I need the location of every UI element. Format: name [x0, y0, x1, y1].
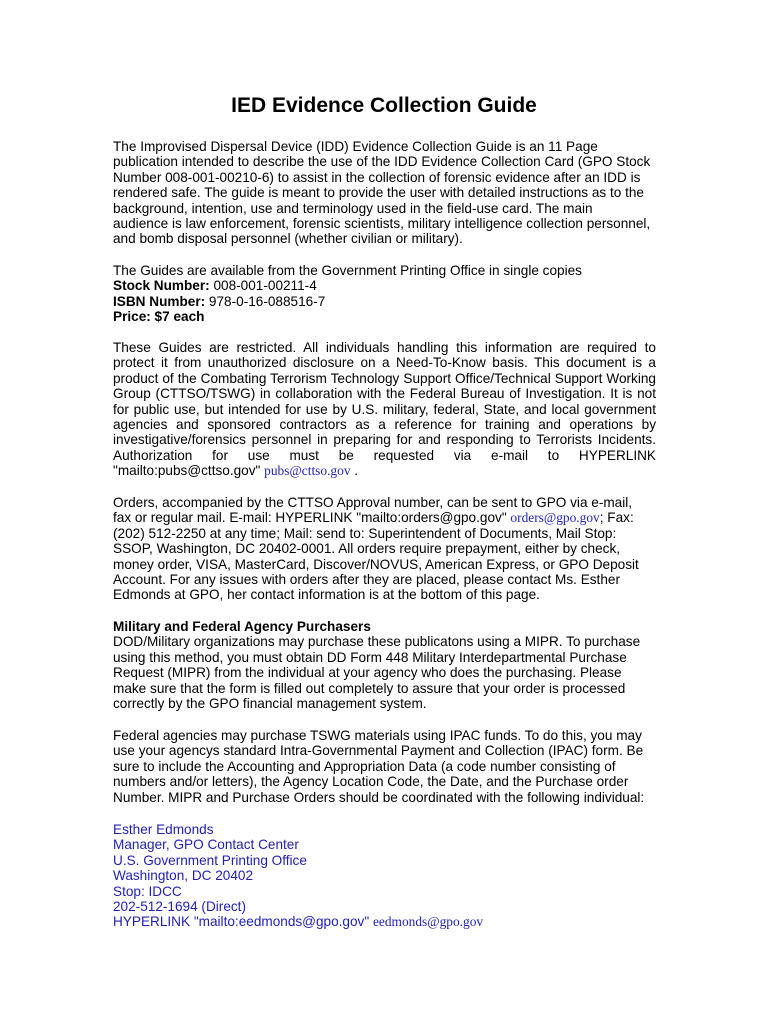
intro-line: audience is law enforcement, forensic scientists, military intelligence collection personnel,: [113, 216, 651, 232]
orders-email-link[interactable]: orders@gpo.gov: [510, 510, 600, 526]
orders-fax-label: ; Fax:: [599, 510, 634, 526]
federal-line: numbers and/or letters), the Agency Location Code, the Date, and the Purchase order: [113, 774, 629, 790]
orders-line: (202) 512-2250 at any time; Mail: send to: Superintendent of Documents, Mail Stop:: [113, 525, 617, 541]
orders-line: Edmonds at GPO, her contact information is at the bottom of this page.: [113, 587, 540, 603]
contact-name: Esther Edmonds: [113, 822, 214, 837]
military-section: [113, 619, 658, 711]
military-heading-text: Military and Federal Agency Purchasers: [113, 619, 371, 634]
contact-city: Washington, DC 20402: [113, 868, 254, 884]
orders-line: [113, 510, 658, 525]
intro-line: background, intention, use and terminology used in the field-use card. The main: [113, 200, 593, 216]
contact-email-line: [113, 914, 658, 929]
orders-paragraph: [113, 495, 658, 603]
federal-section: [113, 728, 658, 805]
intro-paragraph: [113, 139, 658, 247]
page-title: IED Evidence Collection Guide: [231, 94, 537, 117]
military-heading: [113, 619, 658, 634]
military-line: Request (MIPR) from the individual at your agency who does the purchasing. Please: [113, 665, 622, 681]
availability-line: The Guides are available from the Government Printing Office in single copies: [113, 263, 582, 278]
federal-line: use your agencys standard Intra-Governmental Payment and Collection (IPAC) form. Be: [113, 743, 644, 759]
contact-phone: 202-512-1694 (Direct): [113, 899, 246, 915]
stock-number-value: 008-001-00211-4: [209, 278, 317, 294]
orders-line: money order, VISA, MasterCard, Discover/NOVUS, American Express, or GPO Deposit: [113, 556, 639, 572]
contact-org: U.S. Government Printing Office: [113, 852, 307, 868]
isbn-number-line: [113, 294, 658, 309]
orders-email-prefix: fax or regular mail. E-mail: HYPERLINK "mailto:orders@gpo.gov": [113, 510, 511, 526]
isbn-number-value: 978-0-16-088516-7: [205, 293, 326, 309]
restricted-paragraph: [113, 340, 656, 479]
price-line: [113, 309, 658, 324]
stock-number-line: [113, 278, 658, 293]
intro-line: publication intended to describe the use of the IDD Evidence Collection Card (GPO Stock: [113, 154, 651, 170]
military-line: make sure that the form is filled out completely to assure that your order is processed: [113, 680, 626, 696]
contact-block: [113, 822, 658, 930]
federal-line: Federal agencies may purchase TSWG materials using IPAC funds. To do this, you may: [113, 728, 642, 743]
stock-number-label: Stock Number:: [113, 278, 210, 294]
intro-line: and bomb disposal personnel (whether civilian or military).: [113, 231, 463, 247]
price-label: Price: $7 each: [113, 309, 205, 325]
restricted-text: These Guides are restricted. All individuals handling this information are required to protect it from unauthorized disclosure on a Need-To-Know basis. This document is a product of the Combating Terrorism Technology Support Office/Technical Support Working Group (CTTSO/TSWG) in collaboration with the Federal Bureau of Investigation. It is not for public use, but intended for use by U.S. military, federal, State, and local government agencies and sponsored contractors as a reference for training and operations by investigative/forensics personnel in preparing for and responding to Terrorists Incidents. Authorization for use must be requested via e-mail to HYPERLINK "mailto:pubs@cttso.gov": [113, 340, 656, 479]
intro-line: Number 008-001-00210-6) to assist in the collection of forensic evidence after an IDD is: [113, 169, 641, 185]
orders-line: Account. For any issues with orders after they are placed, please contact Ms. Esther: [113, 572, 620, 588]
military-line: DOD/Military organizations may purchase these publicatons using a MIPR. To purchase: [113, 634, 641, 650]
pubs-email-link[interactable]: pubs@cttso.gov: [264, 463, 351, 479]
restricted-tail: .: [350, 463, 359, 479]
contact-role: Manager, GPO Contact Center: [113, 837, 299, 853]
contact-email-prefix: HYPERLINK "mailto:eedmonds@gpo.gov": [113, 914, 373, 930]
military-line: using this method, you must obtain DD Form 448 Military Interdepartmental Purchase: [113, 649, 627, 665]
contact-email-link[interactable]: eedmonds@gpo.gov: [372, 914, 484, 930]
isbn-number-label: ISBN Number:: [113, 293, 206, 309]
federal-line: sure to include the Accounting and Appropriation Data (a code number consisting of: [113, 758, 616, 774]
contact-stop: Stop: IDCC: [113, 883, 182, 899]
federal-line: Number. MIPR and Purchase Orders should be coordinated with the following individual:: [113, 789, 645, 805]
orders-line: Orders, accompanied by the CTTSO Approval number, can be sent to GPO via e-mail,: [113, 495, 633, 510]
military-line: correctly by the GPO financial management system.: [113, 696, 427, 712]
intro-line: The Improvised Dispersal Device (IDD) Evidence Collection Guide is an 11 Page: [113, 139, 598, 154]
orders-line: SSOP, Washington, DC 20402-0001. All orders require prepayment, either by check,: [113, 541, 621, 557]
availability-section: [113, 263, 658, 325]
intro-line: rendered safe. The guide is meant to provide the user with detailed instructions as to the: [113, 185, 644, 201]
